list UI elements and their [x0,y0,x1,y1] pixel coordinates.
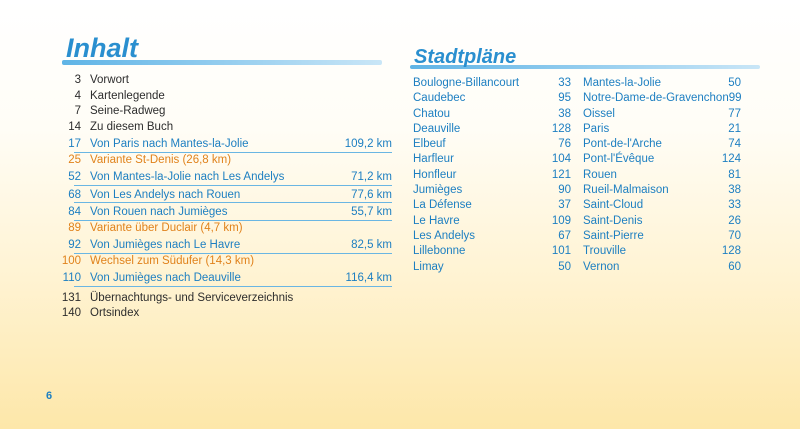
city-name: La Défense [413,199,472,212]
city-name: Saint-Pierre [583,229,644,242]
city-name: Caudebec [413,92,466,105]
city-page-number: 104 [551,153,571,166]
city-name: Jumièges [413,184,463,197]
toc-page-number: 84 [68,206,81,218]
toc-entry[interactable] [46,254,392,270]
city-map-entry[interactable] [413,229,571,244]
contents-heading [66,33,138,64]
toc-entry[interactable] [46,137,392,153]
city-map-entry[interactable] [413,244,571,259]
city-page-number: 81 [728,168,741,181]
city-map-entry[interactable] [583,137,741,152]
city-map-entry[interactable] [583,214,741,229]
city-name: Lillebonne [413,245,466,258]
toc-title: Von Paris nach Mantes-la-Jolie [90,138,249,150]
toc-entry[interactable] [46,271,392,287]
city-name: Honfleur [413,168,457,181]
city-map-entry[interactable] [413,183,571,198]
city-page-number: 33 [728,199,741,212]
toc-title: Von Mantes-la-Jolie nach Les Andelys [90,171,285,183]
city-page-number: 38 [558,107,571,120]
toc-entry[interactable] [46,238,392,254]
city-map-entry[interactable] [413,137,571,152]
toc-title: Variante St-Denis (26,8 km) [90,153,232,166]
toc-page-number: 25 [68,153,81,166]
city-page-number: 109 [551,214,571,227]
city-name: Pont-l'Évêque [583,153,655,166]
city-name: Limay [413,260,444,273]
city-map-entry[interactable] [413,260,571,275]
toc-entry[interactable] [46,104,392,120]
city-map-entry[interactable] [583,122,741,137]
toc-entry[interactable] [46,188,392,204]
toc-title: Seine-Radweg [90,105,166,117]
city-name: Rueil-Malmaison [583,184,669,197]
city-page-number: 70 [728,229,741,242]
city-name: Les Andelys [413,229,476,242]
city-page-number: 128 [551,122,571,135]
toc-title: Von Jumièges nach Le Havre [90,239,241,251]
toc-title: Übernachtungs- und Serviceverzeichnis [90,291,294,304]
city-name: Saint-Denis [583,214,643,227]
city-page-number: 50 [558,260,571,273]
city-maps-column-left [413,76,571,275]
city-name: Deauville [413,122,461,135]
city-name: Vernon [583,260,620,273]
city-map-entry[interactable] [583,152,741,167]
city-page-number: 33 [558,77,571,89]
city-name: Paris [583,122,610,135]
toc-distance: 77,6 km [351,188,392,201]
city-name: Pont-de-l'Arche [583,138,662,151]
city-page-number: 67 [558,229,571,242]
toc-title: Zu diesem Buch [90,120,174,133]
toc-distance: 109,2 km [344,138,392,150]
city-page-number: 60 [728,260,741,273]
toc-page-number: 131 [61,291,81,304]
city-name: Le Havre [413,214,460,227]
city-map-entry[interactable] [583,76,741,91]
city-name: Mantes-la-Jolie [583,77,661,89]
city-map-entry[interactable] [413,152,571,167]
city-page-number: 76 [558,138,571,151]
toc-page-number: 140 [61,307,81,319]
city-map-entry[interactable] [583,244,741,259]
city-page-number: 77 [728,107,741,120]
city-page-number: 21 [728,122,741,135]
toc-entry[interactable] [46,306,392,322]
toc-page-number: 7 [74,105,81,117]
city-name: Trouville [583,245,627,258]
city-map-entry[interactable] [583,91,741,106]
city-page-number: 124 [721,153,741,166]
city-page-number: 38 [728,184,741,197]
toc-entry[interactable] [46,73,392,89]
toc-page-number: 100 [61,254,81,267]
toc-distance: 82,5 km [351,239,392,251]
city-map-entry[interactable] [583,107,741,122]
city-map-entry[interactable] [413,168,571,183]
city-map-entry[interactable] [413,214,571,229]
city-maps-heading-text: Stadtpläne [414,46,517,68]
toc-title: Vorwort [90,74,129,86]
city-map-entry[interactable] [413,122,571,137]
toc-page-number: 92 [68,239,81,251]
city-page-number: 101 [551,245,571,258]
page-number: 6 [46,390,53,402]
city-name: Rouen [583,168,617,181]
toc-title: Wechsel zum Südufer (14,3 km) [90,254,255,267]
city-name: Elbeuf [413,138,446,151]
toc-entry[interactable] [46,170,392,186]
toc-title: Variante über Duclair (4,7 km) [90,221,243,234]
toc-entry[interactable] [46,221,392,237]
city-map-entry[interactable] [583,168,741,183]
toc-distance: 71,2 km [351,171,392,183]
table-of-contents [46,73,392,322]
toc-distance: 55,7 km [351,206,392,218]
city-page-number: 121 [551,168,571,181]
toc-distance: 116,4 km [345,272,392,284]
city-name: Chatou [413,107,451,120]
city-maps-heading [414,46,516,69]
toc-page-number: 52 [68,171,81,183]
city-map-entry[interactable] [583,260,741,275]
city-map-entry[interactable] [583,198,741,213]
toc-title: Kartenlegende [90,89,165,102]
toc-entry[interactable] [46,205,392,221]
city-map-entry[interactable] [413,91,571,106]
city-page-number: 74 [728,138,741,151]
city-page-number: 26 [728,214,741,227]
city-page-number: 90 [558,184,571,197]
city-maps-column-right [583,76,741,275]
city-page-number: 128 [721,245,741,258]
toc-page-number: 14 [68,120,81,133]
toc-title: Von Les Andelys nach Rouen [90,188,241,201]
city-page-number: 99 [728,92,742,105]
toc-page-number: 89 [68,221,81,234]
city-name: Notre-Dame-de-Gravenchon [583,92,729,105]
toc-page-number: 110 [62,272,81,284]
toc-entry[interactable] [46,291,392,307]
city-map-entry[interactable] [413,107,571,122]
city-page-number: 50 [728,77,741,89]
city-map-entry[interactable] [413,198,571,213]
city-name: Oissel [583,107,615,120]
city-map-entry[interactable] [413,76,571,91]
city-name: Saint-Cloud [583,199,644,212]
contents-heading-text: Inhalt [66,33,138,63]
toc-entry[interactable] [46,89,392,105]
city-map-entry[interactable] [583,229,741,244]
city-page-number: 37 [558,199,571,212]
toc-page-number: 4 [74,89,81,102]
toc-title: Von Rouen nach Jumièges [90,206,228,218]
city-name: Harfleur [413,153,454,166]
toc-title: Ortsindex [90,307,140,319]
toc-page-number: 17 [68,138,81,150]
city-map-entry[interactable] [583,183,741,198]
city-page-number: 95 [558,92,571,105]
toc-title: Von Jumièges nach Deauville [90,272,241,284]
city-name: Boulogne-Billancourt [413,77,520,89]
toc-page-number: 68 [68,188,81,201]
toc-page-number: 3 [74,74,81,86]
toc-entry[interactable] [46,120,392,136]
toc-entry[interactable] [46,153,392,169]
